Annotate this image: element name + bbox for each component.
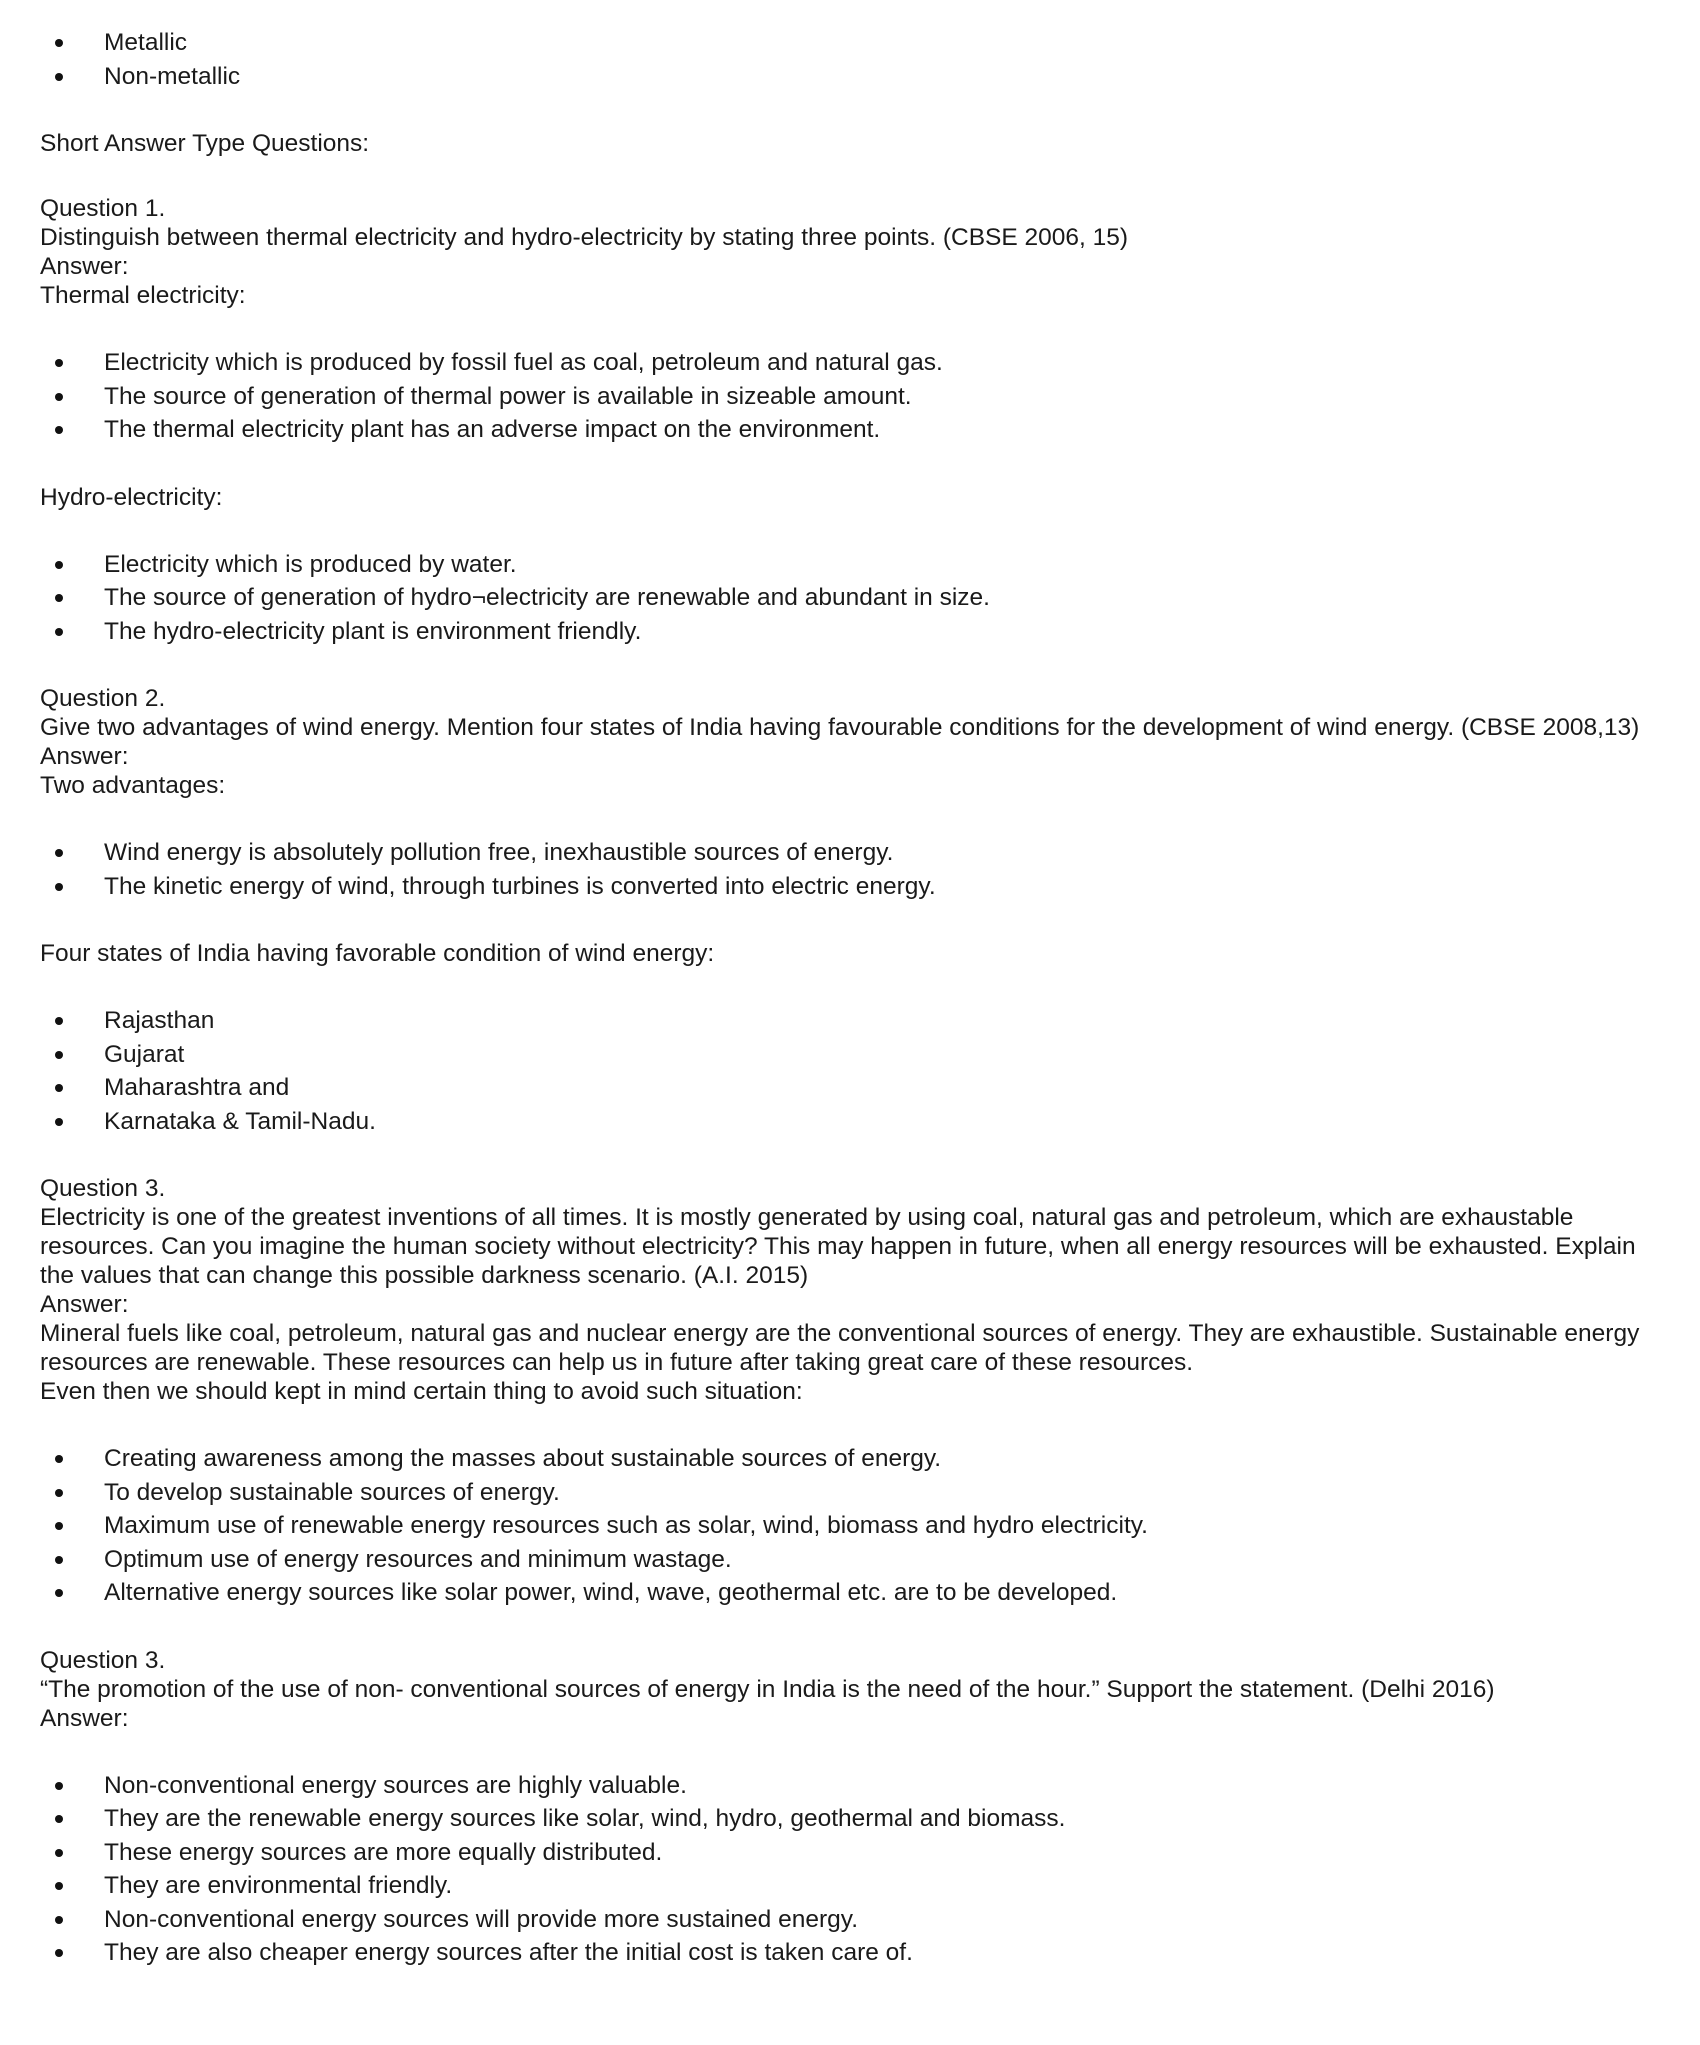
question-number: Question 1. (40, 195, 166, 222)
list-item: These energy sources are more equally distributed. (40, 1836, 1660, 1870)
lead-in-text: Even then we should kept in mind certain thing to avoid such situation: (40, 1378, 803, 1405)
bullet-icon (55, 73, 63, 81)
bullet-icon (55, 1882, 63, 1890)
answer-text: Mineral fuels like coal, petroleum, natural gas and nuclear energy are the conventional sources of energy. They are exhaustible. Sustainable energy resources are renewable. These resources can help us in future after taking great care of these resources. (40, 1320, 1640, 1376)
list-item: To develop sustainable sources of energy. (40, 1476, 1660, 1510)
question-text: Electricity is one of the greatest inventions of all times. It is mostly generated by using coal, natural gas and petroleum, which are exhaustable resources. Can you imagine the human society without electricity? This may happen in future, when all energy resources will be exhausted. Explain the values that can change this possible darkness scenario. (A.I. 2015) (40, 1204, 1636, 1289)
list-item: The source of generation of hydro¬electricity are renewable and abundant in size. (40, 581, 1660, 615)
list-item: Maharashtra and (40, 1071, 1660, 1105)
bullet-icon (55, 1489, 63, 1497)
list-item: Electricity which is produced by water. (40, 548, 1660, 582)
list-item: Maximum use of renewable energy resources such as solar, wind, biomass and hydro electricity. (40, 1509, 1660, 1543)
bullet-icon (55, 1782, 63, 1790)
bullet-icon (55, 1522, 63, 1530)
question-number: Question 3. (40, 1175, 166, 1202)
bullet-icon (55, 1017, 63, 1025)
list-item: The source of generation of thermal power is available in sizeable amount. (40, 380, 1660, 414)
section-title: Short Answer Type Questions: (40, 130, 370, 157)
intro-list (40, 26, 1660, 93)
list-item: Non-conventional energy sources will provide more sustained energy. (40, 1903, 1660, 1937)
bullet-icon (55, 561, 63, 569)
question-number: Question 2. (40, 685, 166, 712)
list-item: They are the renewable energy sources like solar, wind, hydro, geothermal and biomass. (40, 1802, 1660, 1836)
bullet-icon (55, 39, 63, 47)
question-text: Give two advantages of wind energy. Mention four states of India having favourable conditions for the development of wind energy. (CBSE 2008,13) (40, 714, 1640, 741)
advantages-list (40, 836, 1660, 903)
list-item: The kinetic energy of wind, through turbines is converted into electric energy. (40, 870, 1660, 904)
bullet-icon (55, 393, 63, 401)
list-item: Karnataka & Tamil-Nadu. (40, 1105, 1660, 1139)
hydro-points-list (40, 548, 1660, 649)
bullet-icon (55, 1118, 63, 1126)
promotion-points-list (40, 1769, 1660, 1970)
answer-label: Answer: (40, 253, 129, 280)
list-item: Non-metallic (40, 60, 1660, 94)
question-text: Distinguish between thermal electricity and hydro-electricity by stating three points. (CBSE 2006, 15) (40, 224, 1129, 251)
list-item: Alternative energy sources like solar power, wind, wave, geothermal etc. are to be developed. (40, 1576, 1660, 1610)
bullet-icon (55, 1815, 63, 1823)
list-item: Gujarat (40, 1038, 1660, 1072)
bullet-icon (55, 628, 63, 636)
answer-label: Answer: (40, 1704, 129, 1732)
list-item: Rajasthan (40, 1004, 1660, 1038)
list-item: Wind energy is absolutely pollution free, inexhaustible sources of energy. (40, 836, 1660, 870)
bullet-icon (55, 359, 63, 367)
answer-label: Answer: (40, 1291, 129, 1318)
bullet-icon (55, 883, 63, 891)
list-item: Non-conventional energy sources are highly valuable. (40, 1769, 1660, 1803)
bullet-icon (55, 1556, 63, 1564)
values-list (40, 1442, 1660, 1610)
list-item: Electricity which is produced by fossil fuel as coal, petroleum and natural gas. (40, 346, 1660, 380)
subheading: Hydro-electricity: (40, 483, 223, 511)
bullet-icon (55, 426, 63, 434)
list-item: They are environmental friendly. (40, 1869, 1660, 1903)
bullet-icon (55, 1949, 63, 1957)
thermal-points-list (40, 346, 1660, 447)
list-item: They are also cheaper energy sources after the initial cost is taken care of. (40, 1936, 1660, 1970)
answer-label: Answer: (40, 743, 129, 770)
bullet-icon (55, 1916, 63, 1924)
bullet-icon (55, 1849, 63, 1857)
list-item: The hydro-electricity plant is environment friendly. (40, 615, 1660, 649)
list-item: Creating awareness among the masses about sustainable sources of energy. (40, 1442, 1660, 1476)
bullet-icon (55, 849, 63, 857)
list-item: The thermal electricity plant has an adverse impact on the environment. (40, 413, 1660, 447)
subheading: Four states of India having favorable condition of wind energy: (40, 940, 715, 967)
bullet-icon (55, 1589, 63, 1597)
bullet-icon (55, 594, 63, 602)
subheading: Thermal electricity: (40, 282, 246, 309)
question-text: “The promotion of the use of non- conventional sources of energy in India is the need of the hour.” Support the statement. (Delhi 2016) (40, 1675, 1495, 1703)
bullet-icon (55, 1084, 63, 1092)
list-item: Metallic (40, 26, 1660, 60)
subheading: Two advantages: (40, 772, 226, 799)
question-number: Question 3. (40, 1646, 166, 1674)
bullet-icon (55, 1455, 63, 1463)
states-list (40, 1004, 1660, 1138)
bullet-icon (55, 1051, 63, 1059)
list-item: Optimum use of energy resources and minimum wastage. (40, 1543, 1660, 1577)
